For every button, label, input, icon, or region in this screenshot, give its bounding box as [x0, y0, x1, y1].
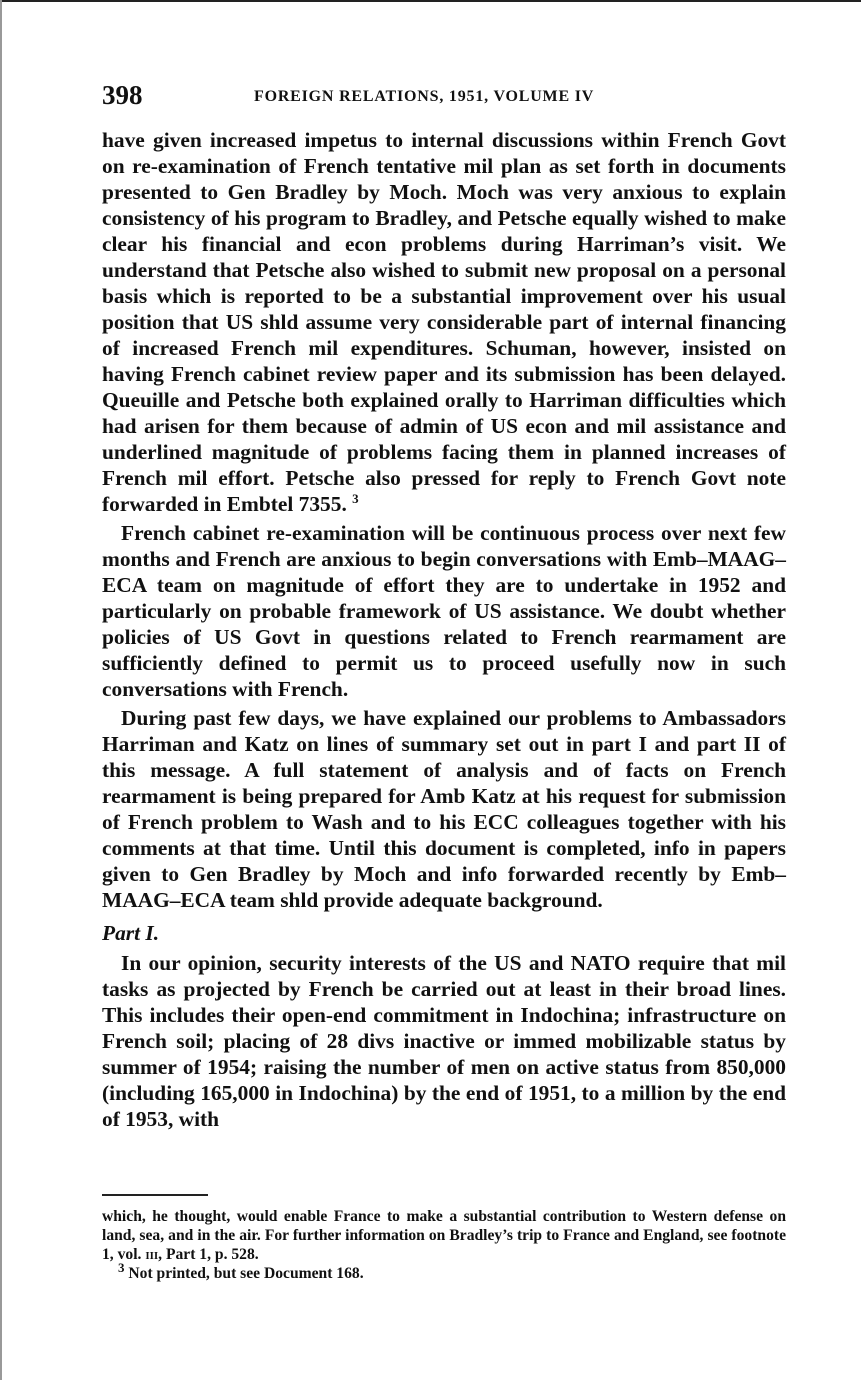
paragraph-4: In our opinion, security interests of the US and NATO require that mil tasks as projected by French be carried out at least in their broad lines. This includes their open-end commitment in Indochina; infrastructure on French soil; placing of 28 divs inactive or immed mobilizable status by summer of 1954; raising the number of men on active status from 850,000 (including 165,000 in Indochina) by the end of 1951, to a million by the end of 1953, with: [102, 951, 786, 1131]
footnote-continuation-text-a: which, he thought, would enable France to make a substantial contribution to Western defense on land, sea, and in the air. For further information on Bradley’s trip to France and England, see footnote 1, vol.: [102, 1208, 786, 1263]
footnote-volume-numeral: iii: [145, 1246, 159, 1263]
footnotes: [102, 1207, 786, 1283]
footnote-continuation: [102, 1207, 786, 1264]
body-text: [102, 127, 786, 1132]
footnote-continuation-text-b: , Part 1, p. 528.: [158, 1246, 259, 1263]
page-left-edge: [0, 0, 2, 1380]
section-heading-part-1: Part I.: [102, 921, 160, 945]
footnote-3: [102, 1259, 786, 1283]
footnote-ref-3: 3: [352, 490, 359, 506]
footnote-separator: [102, 1194, 208, 1196]
footnote-3-text: Not printed, but see Document 168.: [124, 1265, 364, 1282]
paragraph-1-text: have given increased impetus to internal discussions within French Govt on re-examination of French tentative mil plan as set forth in documents presented to Gen Bradley by Moch. Moch was very anxious to explain consistency of his program to Bradley, and Petsche equally wished to make clear his financial and econ problems during Harriman’s visit. We understand that Petsche also wished to submit new proposal on a personal basis which is reported to be a substantial improvement over his usual position that US shld assume very considerable part of internal financing of increased French mil expenditures. Schuman, however, insisted on having French cabinet review paper and its submission has been delayed. Queuille and Petsche both explained orally to Harriman difficulties which had arisen for them because of admin of US econ and mil assistance and underlined magnitude of problems facing them in planned increases of French mil effort. Petsche also pressed for reply to French Govt note forwarded in Embtel 7355.: [102, 128, 786, 516]
page-header: [102, 80, 786, 114]
running-head: FOREIGN RELATIONS, 1951, VOLUME IV: [254, 88, 595, 105]
page-top-edge: [0, 0, 861, 2]
paragraph-3: During past few days, we have explained our problems to Ambassadors Harriman and Katz on lines of summary set out in part I and part II of this message. A full statement of analysis and of facts on French rearmament is being prepared for Amb Katz at his request for submission of French problem to Wash and to his ECC colleagues together with his comments at that time. Until this document is completed, info in papers given to Gen Bradley by Moch and info forwarded recently by Emb–MAAG–ECA team shld provide adequate background.: [102, 706, 786, 912]
paragraph-2: French cabinet re-examination will be continuous process over next few months and French are anxious to begin conversations with Emb–MAAG–ECA team on magnitude of effort they are to undertake in 1952 and particularly on probable framework of US assistance. We doubt whether policies of US Govt in questions related to French rearmament are sufficiently defined to permit us to proceed usefully now in such conversations with French.: [102, 521, 786, 701]
footnote-3-marker: 3: [118, 1259, 125, 1275]
page-number: 398: [102, 80, 143, 110]
paragraph-1: [102, 127, 786, 517]
